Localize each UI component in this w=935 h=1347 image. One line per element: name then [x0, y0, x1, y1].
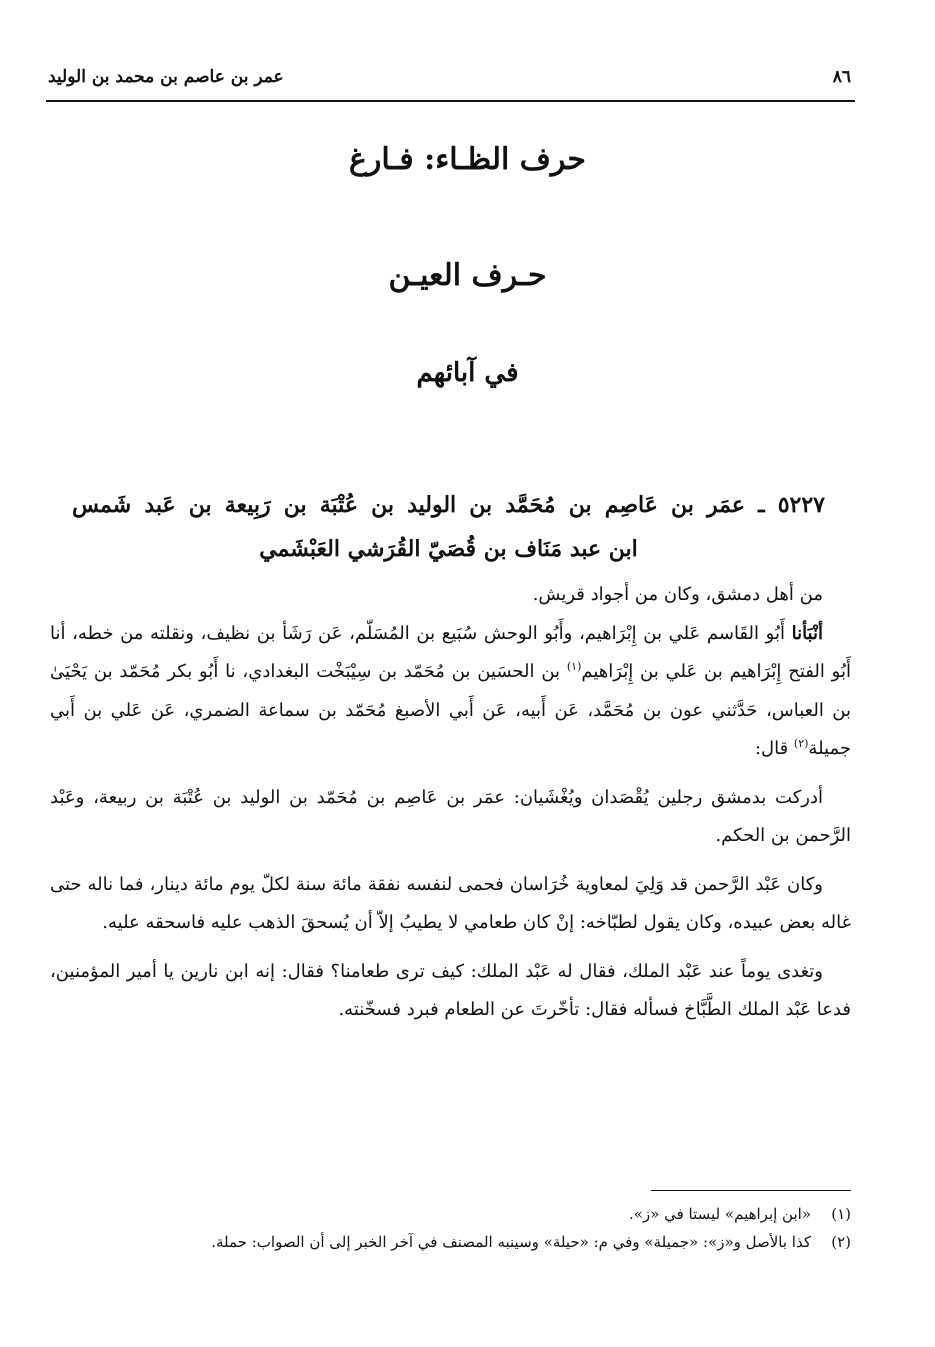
entry-body [50, 576, 851, 1030]
entry-title-line1: ٥٢٢٧ ـ عمَر بن عَاصِم بن مُحَمَّد بن الوليد بن عُتْبَة بن رَبِيعة بن عَبد شَمس [72, 492, 825, 518]
page-number: ٨٦ [832, 67, 851, 87]
heading-fathers: في آبائهم [416, 358, 519, 388]
isnad-text-part2: بن الحسَين بن مُحَمّد بن سِيْبَخْت البغدادي، نا أَبُو بكر مُحَمّد بن يَحْيَىٰ بن العباس، حَدَّثني عون بن مُحَمَّد، عَن أَبيه، عَن أَبي الأصبغ مُحَمّد بن سماعة الضمري، عَن عَلي بن أَبي جميلة [50, 661, 851, 759]
isnad-end: قال: [754, 738, 794, 759]
heading-letter-zaa: حرف الظـاء: فـارغ [349, 142, 586, 177]
isnad-text-part1: أَبُو القَاسم عَلي بن إِبْرَاهيم، وأَبُو الوحش سُبَيع بن المُسَلّم، عَن رَشَأ بن نظيف، ونقلته من خطه، أنا أَبُو الفتح إِبْرَاهيم بن عَلي بن إِبْرَاهيم [50, 622, 851, 682]
header-rule [46, 100, 855, 102]
entry-paragraph-1: أدركت بدمشق رجلين يُقْصَدان ويُغْشَيان: عمَر بن عَاصِم بن مُحَمّد بن الوليد بن عُتْبَة بن ربيعة، وعَبْد الرَّحمن بن الحكم. [50, 786, 851, 846]
entry-title [72, 483, 825, 571]
entry-origin: من أهل دمشق، وكان من أجواد قريش. [532, 584, 823, 605]
heading-letter-ayn: حـرف العيـن [388, 258, 547, 293]
footnote-1 [50, 1200, 851, 1228]
running-header [48, 62, 851, 92]
running-title: عمر بن عاصم بن محمد بن الوليد [48, 67, 284, 87]
isnad-keyword: أنْبَأنا [791, 622, 823, 644]
entry-paragraph-2: وكان عَبْد الرَّحمن قد وَلِيَ لمعاوية خُرَاسان فحمى لنفسه نفقة مائة سنة لكلّ يوم مائة دينار، فما ناله حتى غاله بعض عبيده، وكان يقول لطبّاخه: إنْ كان طعامي لا يطيبُ إلاّ أن يُسحقَ الذهب عليه فاسحقه عليه. [50, 873, 851, 933]
footnote-number: (١) [831, 1205, 851, 1223]
entry-title-line2: ابن عبد مَنَاف بن قُصَيّ القُرَشي العَبْشَمي [259, 536, 638, 562]
footnote-rule [651, 1190, 851, 1191]
footnote-marker-2[interactable]: (٢) [793, 737, 809, 750]
footnotes [50, 1200, 851, 1256]
footnote-2 [50, 1228, 851, 1256]
footnote-text: كذا بالأصل و«ز»: «جميلة» وفي م: «حيلة» وسينبه المصنف في آخر الخبر إلى أن الصواب: حملة. [211, 1233, 811, 1251]
footnote-text: «ابن إبراهيم» ليستا في «ز». [628, 1205, 811, 1223]
entry-paragraph-3: وتغدى يوماً عند عَبْد الملك، فقال له عَبْد الملك: كيف ترى طعامنا؟ فقال: إنه ابن نارين يا أمير المؤمنين، فدعا عَبْد الملك الطَّبَّاخ فسأله فقال: تأخّرتَ عن الطعام فبرد فسخّنته. [50, 960, 851, 1020]
footnote-number: (٢) [831, 1233, 851, 1251]
footnote-marker-1[interactable]: (١) [566, 660, 582, 673]
entry-isnad [50, 615, 851, 769]
